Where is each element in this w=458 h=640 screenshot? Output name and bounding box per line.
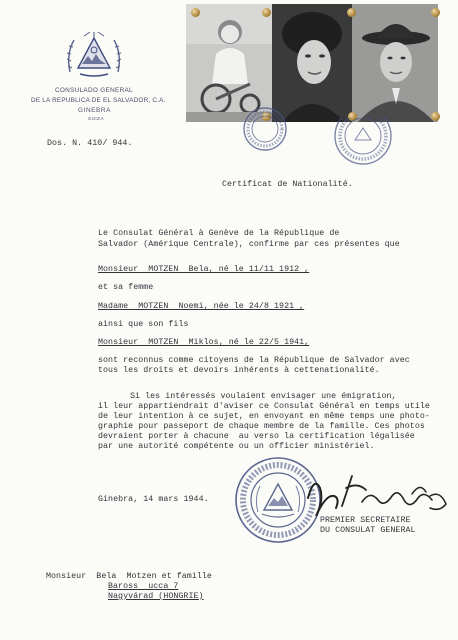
- photo-child: [186, 4, 272, 122]
- eyelet-rivet: [191, 8, 200, 17]
- photo-woman-image: [272, 4, 352, 122]
- paragraph-line-2: il leur appartiendrait d'aviser ce Consulat Général en temps utile: [98, 402, 430, 411]
- document-title: Certificat de Nationalité.: [222, 180, 353, 189]
- address-line-1: Monsieur Bela Motzen et famille: [46, 572, 212, 581]
- address-line-3: Nagyvárad (HONGRIE): [108, 592, 204, 601]
- consular-stamp-top-right: [330, 118, 396, 166]
- body-line-1: Le Consulat Général à Genève de la République de: [98, 229, 340, 238]
- photo-child-image: [186, 4, 272, 122]
- eyelet-rivet: [262, 8, 271, 17]
- holder-son: Monsieur MOTZEN Miklos, né le 22/5 1941,: [98, 338, 310, 347]
- letterhead-city: GINEBRA: [78, 107, 111, 114]
- and-son-label: ainsi que son fils: [98, 320, 189, 329]
- holder-father: Monsieur MOTZEN Bela, né le 11/11 1912 ,: [98, 265, 310, 274]
- letterhead-line2: DE LA REPUBLICA DE EL SALVADOR, C.A.: [31, 97, 166, 104]
- signatory-title: PREMIER SECRETAIRE: [320, 516, 411, 525]
- paragraph-line-1: Si les intéressés voulaient envisager une émigration,: [130, 392, 397, 401]
- holder-mother: Madame MOTZEN Noemi, née le 24/8 1921 ,: [98, 302, 305, 311]
- el-salvador-coat-of-arms-icon: [62, 28, 126, 82]
- paragraph-line-6: par une autorité compétente ou un officier ministériel.: [98, 442, 375, 451]
- eyelet-rivet: [347, 8, 356, 17]
- eyelet-rivet: [431, 8, 440, 17]
- photo-man-image: [352, 4, 438, 122]
- recognition-line-1: sont reconnus comme citoyens de la République de Salvador avec: [98, 356, 410, 365]
- paragraph-line-4: graphie pour passeport de chaque membre de la famille. Ces photos: [98, 422, 425, 431]
- consular-stamp-top-left: [242, 106, 288, 152]
- reference-number: Dos. N. 410/ 944.: [47, 139, 133, 148]
- photo-man: [352, 4, 438, 122]
- letterhead-country: SUIZA: [88, 116, 105, 121]
- body-line-2: Salvador (Amérique Centrale), confirme par ces présentes que: [98, 240, 400, 249]
- address-line-2: Baross ucca 7: [108, 582, 179, 591]
- signatory-office: DU CONSULAT GENERAL: [320, 526, 416, 535]
- paragraph-line-5: devraient porter à chacune au verso la certification légalisée: [98, 432, 415, 441]
- photo-woman: [272, 4, 352, 122]
- issue-date: Ginebra, 14 mars 1944.: [98, 495, 209, 504]
- and-wife-label: et sa femme: [98, 283, 154, 292]
- letterhead-line1: CONSULADO GENERAL: [55, 87, 133, 94]
- recognition-line-2: tous les droits et devoirs inhérents à cettenationalité.: [98, 366, 380, 375]
- eyelet-rivet: [431, 112, 440, 121]
- paragraph-line-3: de leur intention à ce sujet, en envoyant en même temps une photo-: [98, 412, 430, 421]
